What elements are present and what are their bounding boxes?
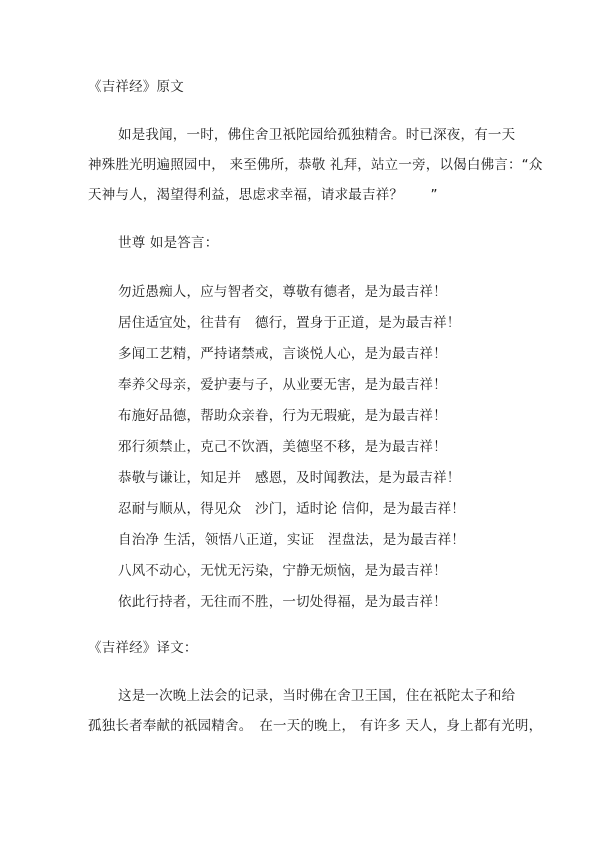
- verse-line: 八风不动心，无忧无污染，宁静无烦恼，是为最吉祥！: [118, 563, 447, 579]
- translation-line-1: 这是一次晚上法会的记录，当时佛在舍卫王国，住在祇陀太子和给: [118, 688, 516, 704]
- intro-line-3: 天神与人，渴望得利益，思虑求幸福，请求最吉祥？ ”: [88, 187, 438, 203]
- intro-line-2: 神殊胜光明遍照园中， 来至佛所，恭敬 礼拜，站立一旁，以偈白佛言：“众: [88, 157, 543, 173]
- verse-line: 居住适宜处，往昔有 德行，置身于正道，是为最吉祥！: [118, 315, 461, 331]
- verse-line: 奉养父母亲，爱护妻与子，从业要无害，是为最吉祥！: [118, 377, 447, 393]
- verse-line: 忍耐与顺从，得见众 沙门，适时论 信仰，是为最吉祥！: [118, 501, 465, 517]
- verse-line: 自治净 生活，领悟八正道，实证 涅盘法，是为最吉祥！: [118, 532, 465, 548]
- intro-line-1: 如是我闻，一时，佛住舍卫祇陀园给孤独精舍。时已深夜，有一天: [118, 127, 516, 143]
- verse-line: 恭敬与谦让，知足并 感恩，及时闻教法，是为最吉祥！: [118, 470, 461, 486]
- verse-line: 依此行持者，无往而不胜，一切处得福，是为最吉祥！: [118, 594, 447, 610]
- answer-intro: 世尊 如是答言：: [118, 235, 219, 251]
- verse-line: 布施好品德，帮助众亲眷，行为无瑕疵，是为最吉祥！: [118, 408, 447, 424]
- verse-line: 多闻工艺精，严持诸禁戒，言谈悦人心，是为最吉祥！: [118, 346, 447, 362]
- original-heading: 《吉祥经》原文: [88, 79, 184, 95]
- verse-line: 勿近愚痴人，应与智者交，尊敬有德者，是为最吉祥！: [118, 284, 447, 300]
- translation-line-2: 孤独长者奉献的祇园精舍。 在一天的晚上， 有许多 天人，身上都有光明，: [88, 718, 543, 734]
- translation-heading: 《吉祥经》译文：: [88, 640, 198, 656]
- verse-line: 邪行须禁止，克己不饮酒，美德坚不移，是为最吉祥！: [118, 439, 447, 455]
